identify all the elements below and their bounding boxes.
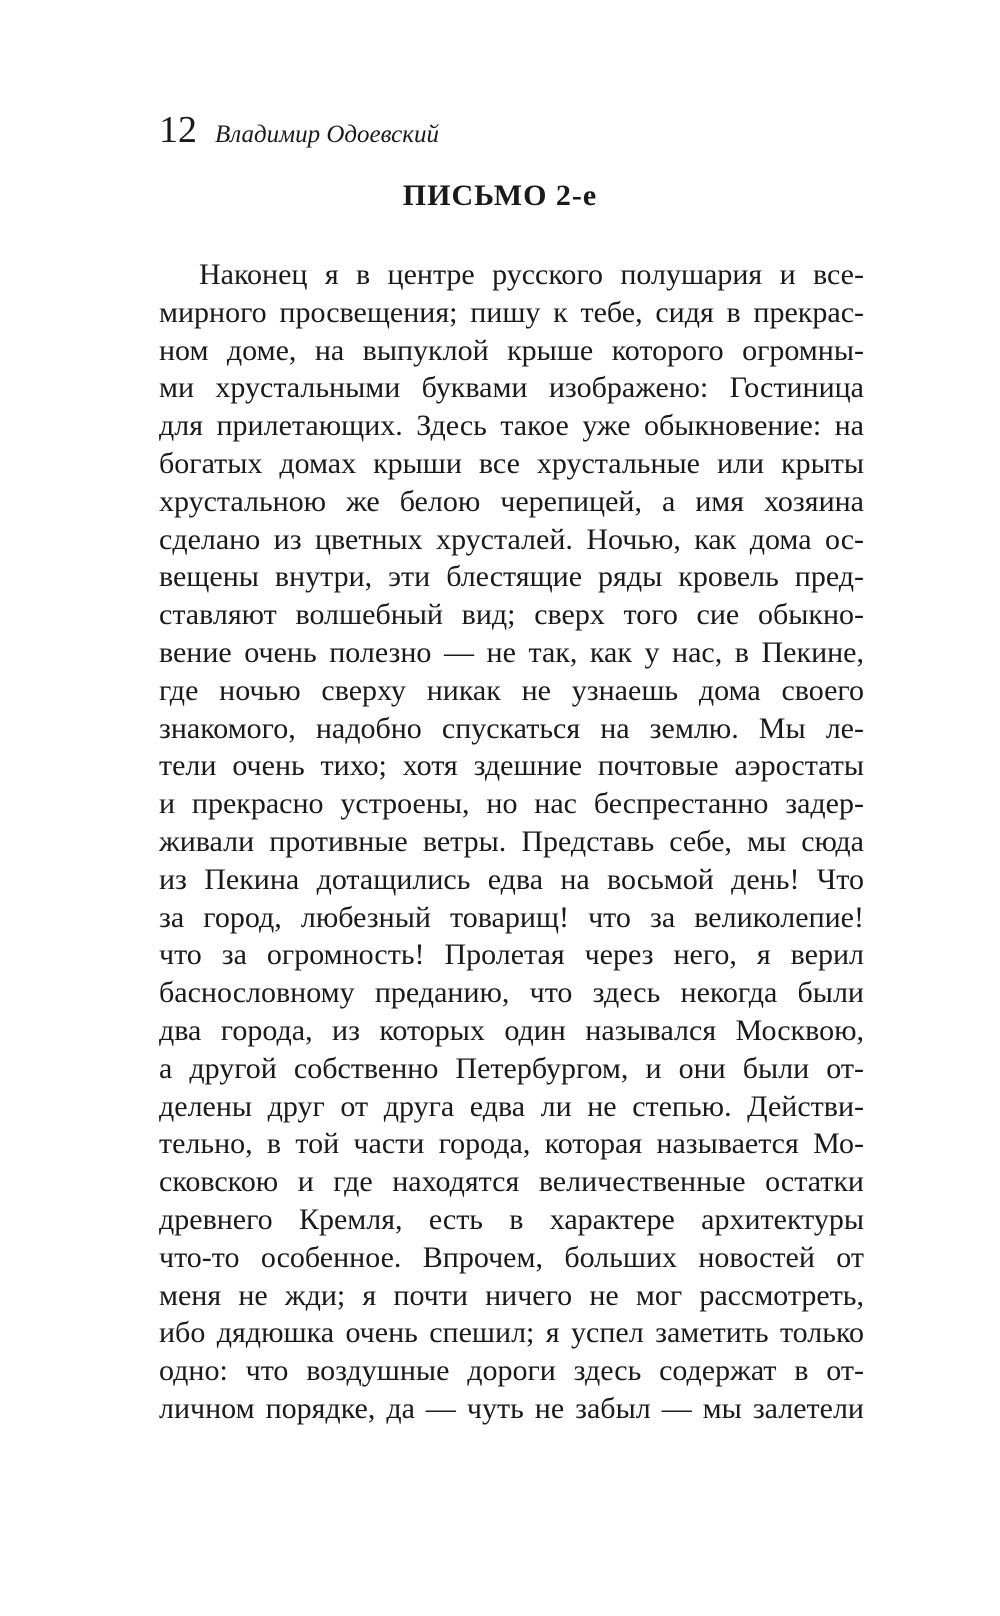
text-line: одно: что воздушные дороги здесь содержат в от-: [159, 1354, 864, 1388]
text-line: личном порядке, да — чуть не забыл — мы залетели: [159, 1391, 864, 1425]
text-line: для прилетающих. Здесь такое уже обыкновение: на: [159, 409, 864, 443]
chapter-title: ПИСЬМО 2-е: [402, 179, 598, 212]
running-head: [159, 104, 439, 156]
text-line: вение очень полезно — не так, как у нас, в Пекине,: [159, 635, 864, 669]
author-name: Владимир Одоевский: [215, 121, 439, 148]
text-line: меня не жди; я почти ничего не мог рассмотреть,: [159, 1278, 864, 1312]
text-line: хрустальною же белою черепицей, а имя хозяина: [159, 484, 864, 518]
page-number: 12: [159, 109, 197, 151]
text-line: баснословному преданию, что здесь некогда были: [159, 976, 864, 1010]
text-line: ном доме, на выпуклой крыше которого огромны-: [159, 333, 864, 367]
text-line: за город, любезный товарищ! что за великолепие!: [159, 900, 864, 934]
text-line: знакомого, надобно спускаться на землю. Мы ле-: [159, 711, 864, 745]
text-line: богатых домах крыши все хрустальные или крыты: [159, 446, 864, 480]
text-line: где ночью сверху никак не узнаешь дома своего: [159, 673, 864, 707]
text-line: ми хрустальными буквами изображено: Гостиница: [159, 371, 864, 405]
text-line: а другой собственно Петербургом, и они были от-: [159, 1051, 864, 1085]
text-line: и прекрасно устроены, но нас беспрестанно задер-: [159, 787, 864, 821]
text-line: из Пекина дотащились едва на восьмой день! Что: [159, 862, 864, 896]
text-line: тели очень тихо; хотя здешние почтовые аэростаты: [159, 749, 864, 783]
text-line: вещены внутри, эти блестящие ряды кровель пред-: [159, 560, 864, 594]
text-line: ставляют волшебный вид; сверх того сие обыкно-: [159, 598, 864, 632]
text-line: Наконец я в центре русского полушария и все-: [199, 258, 864, 291]
text-line: древнего Кремля, есть в характере архитектуры: [159, 1202, 864, 1236]
text-line: что за огромность! Пролетая через него, я верил: [159, 938, 864, 972]
text-line: сковскою и где находятся величественные остатки: [159, 1165, 864, 1199]
text-line: сделано из цветных хрусталей. Ночью, как дома ос-: [159, 522, 864, 556]
text-line: два города, из которых один назывался Москвою,: [159, 1013, 864, 1047]
text-line: живали противные ветры. Представь себе, мы сюда: [159, 824, 864, 858]
text-line: делены друг от друга едва ли не степью. Действи-: [159, 1089, 864, 1123]
body-text: [159, 256, 864, 1428]
text-line: мирного просвещения; пишу к тебе, сидя в прекрас-: [159, 295, 864, 329]
text-line: тельно, в той части города, которая называется Мо-: [159, 1127, 864, 1161]
text-line: ибо дядюшка очень спешил; я успел заметить только: [159, 1316, 864, 1350]
text-line: что-то особенное. Впрочем, больших новостей от: [159, 1240, 864, 1274]
